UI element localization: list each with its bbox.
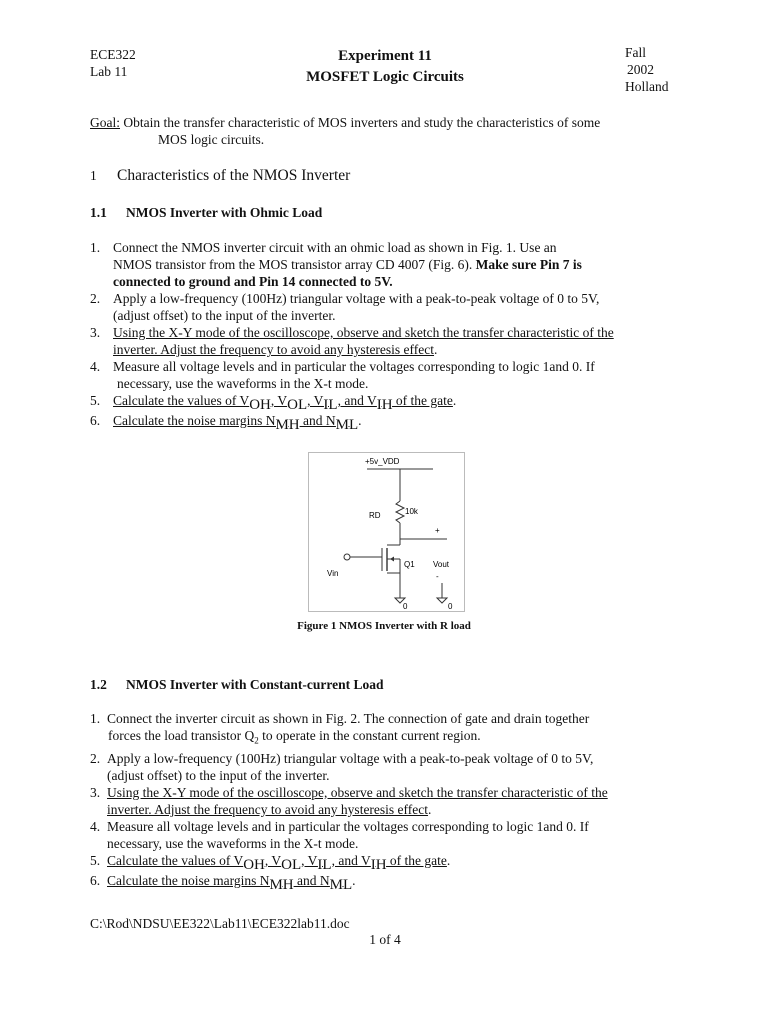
ground-icon — [437, 598, 447, 603]
input-terminal — [344, 554, 350, 560]
subsection-number: 1.2 — [90, 677, 107, 692]
header-course-block — [90, 46, 136, 80]
goal-text-line1: Obtain the transfer characteristic of MOS inverters and study the characteristics of some — [120, 115, 601, 130]
goal-text-line2: MOS logic circuits. — [158, 132, 265, 147]
item-text: Apply a low-frequency (100Hz) triangular voltage with a peak-to-peak voltage of 0 to 5V, — [107, 750, 594, 766]
text-run: , V — [307, 393, 324, 408]
list-item — [90, 358, 690, 392]
nmos-inverter-schematic — [309, 453, 464, 611]
resistor-name: RD — [369, 511, 381, 520]
section-number: 1 — [90, 168, 97, 183]
item-number: 1. — [90, 711, 101, 726]
vin-label: Vin — [327, 569, 339, 578]
subscript: OH — [249, 397, 271, 413]
section-title: Characteristics of the NMOS Inverter — [117, 167, 351, 184]
list-item — [90, 412, 690, 433]
figure-1-schematic — [308, 452, 465, 612]
lab-number: Lab 11 — [90, 64, 128, 79]
list-item — [90, 239, 690, 290]
item-punct: . — [434, 342, 438, 357]
list-item — [90, 324, 690, 358]
item-number: 6. — [90, 872, 101, 888]
subscript: ML — [329, 876, 353, 893]
item-text: Measure all voltage levels and in particular the voltages corresponding to logic 1and 0. If — [113, 359, 595, 374]
section-1-heading — [90, 167, 350, 185]
subscript: OL — [281, 856, 302, 873]
text-run: Calculate the noise margins N — [107, 872, 270, 888]
item-number: 4. — [90, 359, 101, 374]
transistor-name: Q1 — [404, 560, 415, 569]
item-text: (adjust offset) to the input of the inverter. — [107, 767, 330, 783]
item-text: Apply a low-frequency (100Hz) triangular voltage with a peak-to-peak voltage of 0 to 5V, — [113, 291, 600, 306]
item-text: necessary, use the waveforms in the X-t mode. — [117, 376, 369, 391]
subscript: OH — [243, 856, 265, 873]
text-run: , V — [301, 852, 318, 868]
header-term-block — [625, 44, 669, 95]
subscript: MH — [275, 417, 300, 433]
item-bold-text: connected to ground and Pin 14 connected to 5V. — [113, 274, 393, 289]
goal-paragraph — [90, 114, 690, 148]
ground-label-1: 0 — [403, 602, 408, 611]
text-run: of the gate — [386, 852, 447, 868]
item-bold-text: Make sure Pin 7 is — [475, 257, 582, 272]
text-run: , V — [264, 852, 282, 868]
vdd-label: +5v_VDD — [365, 457, 400, 466]
list-item — [90, 750, 690, 784]
item-number: 5. — [90, 852, 101, 868]
item-punct: . — [446, 852, 451, 868]
subscript: IH — [370, 856, 387, 873]
item-text: NMOS transistor from the MOS transistor array CD 4007 (Fig. 6). — [113, 257, 473, 272]
subscript: IL — [317, 856, 332, 873]
text-run: and N — [293, 872, 330, 888]
item-text — [113, 413, 359, 433]
item-text: Connect the NMOS inverter circuit with an ohmic load as shown in Fig. 1. Use an — [113, 240, 557, 255]
item-number: 3. — [90, 325, 101, 340]
list-item — [90, 710, 690, 750]
subscript: 2 — [254, 735, 259, 746]
ground-label-2: 0 — [448, 602, 453, 611]
item-punct: . — [428, 801, 432, 817]
year: 2002 — [627, 62, 654, 77]
section-1-2-steps — [90, 710, 690, 893]
subscript: OL — [287, 397, 308, 413]
page-number: 1 of 4 — [369, 932, 401, 947]
list-item — [90, 872, 690, 893]
item-number: 4. — [90, 818, 101, 834]
figure-1-caption: Figure 1 NMOS Inverter with R load — [297, 620, 471, 632]
text-run: , and V — [337, 393, 377, 408]
resistor-value: 10k — [405, 507, 418, 516]
section-1-1-heading — [90, 205, 322, 221]
document-title-block — [230, 46, 540, 88]
footer-file-path: C:\Rod\NDSU\EE322\Lab11\ECE322lab11.doc — [90, 916, 350, 931]
item-text — [107, 852, 447, 873]
subscript: IH — [376, 397, 393, 413]
output-plus: + — [435, 526, 440, 535]
item-text: inverter. Adjust the frequency to avoid any hysteresis effect — [113, 342, 435, 357]
document-subtitle: MOSFET Logic Circuits — [306, 69, 464, 85]
item-text: (adjust offset) to the input of the inverter. — [113, 308, 336, 323]
item-text: Using the X-Y mode of the oscilloscope, observe and sketch the transfer characteristic of the — [113, 325, 614, 340]
vout-label: Vout — [433, 560, 450, 569]
subsection-title: NMOS Inverter with Ohmic Load — [126, 205, 323, 220]
text-run: Calculate the values of V — [113, 393, 250, 408]
text-run: , and V — [331, 852, 371, 868]
item-number: 2. — [90, 291, 101, 306]
item-number: 6. — [90, 413, 101, 428]
course-code: ECE322 — [90, 47, 136, 62]
subsection-number: 1.1 — [90, 205, 107, 220]
item-punct: . — [352, 872, 356, 888]
item-punct: . — [452, 393, 457, 408]
item-text — [107, 728, 481, 746]
section-1-2-heading — [90, 677, 384, 693]
item-number: 3. — [90, 784, 101, 800]
item-text — [107, 872, 353, 893]
item-number: 2. — [90, 750, 101, 766]
subscript: ML — [335, 417, 359, 433]
goal-label: Goal: — [90, 115, 120, 130]
item-text: Using the X-Y mode of the oscilloscope, observe and sketch the transfer characteristic of the — [107, 784, 608, 800]
item-number: 5. — [90, 393, 101, 408]
subsection-title: NMOS Inverter with Constant-current Load — [126, 677, 384, 692]
text-run: , V — [270, 393, 288, 408]
item-text — [113, 393, 453, 413]
item-number: 1. — [90, 240, 101, 255]
text-run: Calculate the values of V — [107, 852, 244, 868]
text-run: forces the load transistor Q — [108, 728, 255, 743]
body-arrow-icon — [390, 557, 394, 562]
list-item — [90, 818, 690, 852]
subscript: MH — [269, 876, 294, 893]
list-item — [90, 290, 690, 324]
item-text: inverter. Adjust the frequency to avoid any hysteresis effect — [107, 801, 429, 817]
term: Fall — [625, 45, 647, 60]
author: Holland — [625, 79, 669, 94]
text-run: Calculate the noise margins N — [113, 413, 276, 428]
list-item — [90, 852, 690, 873]
item-text: Measure all voltage levels and in particular the voltages corresponding to logic 1and 0. If — [107, 818, 589, 834]
output-minus: - — [436, 572, 439, 581]
item-text: Connect the inverter circuit as shown in Fig. 2. The connection of gate and drain together — [107, 711, 590, 726]
resistor-symbol — [396, 501, 404, 523]
text-run: to operate in the constant current region. — [258, 728, 481, 743]
item-punct: . — [358, 413, 362, 428]
text-run: of the gate — [392, 393, 453, 408]
list-item — [90, 784, 690, 818]
item-text: necessary, use the waveforms in the X-t mode. — [107, 835, 359, 851]
text-run: and N — [299, 413, 336, 428]
document-title: Experiment 11 — [338, 48, 432, 64]
section-1-1-steps — [90, 239, 690, 433]
list-item — [90, 392, 690, 413]
subscript: IL — [323, 397, 338, 413]
